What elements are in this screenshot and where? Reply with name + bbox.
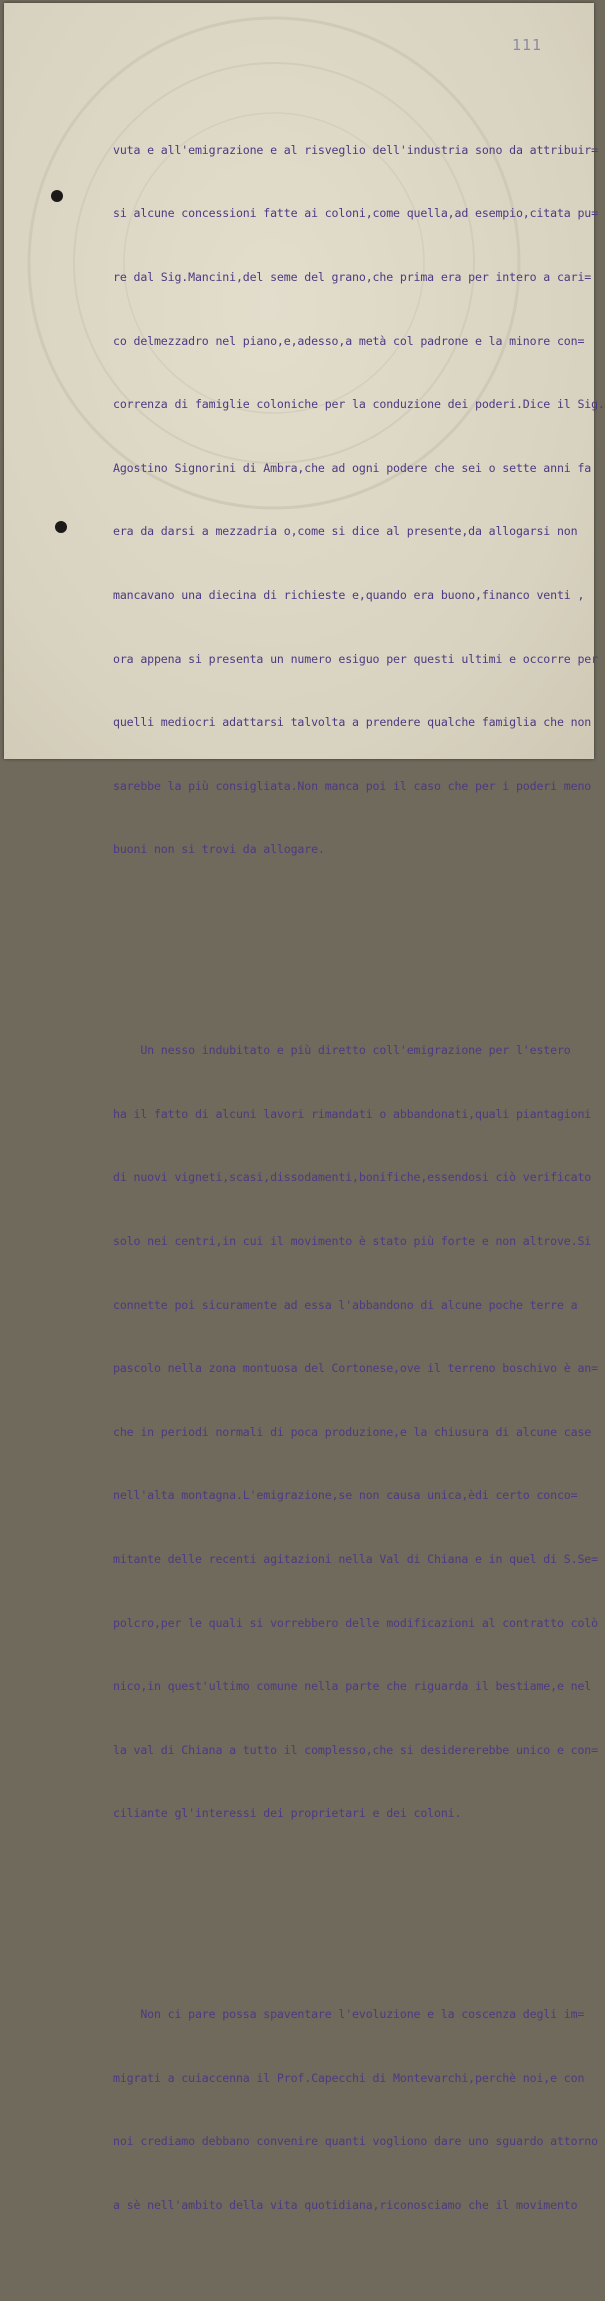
text-line: vuta e all'emigrazione e al risveglio dell'industria sono da attribuir= [113, 142, 598, 157]
text-line: nell'alta montagna.L'emigrazione,se non causa unica,èdi certo conco= [113, 1488, 578, 1503]
page-number: 111 [512, 36, 543, 54]
text-line: era da darsi a mezzadria o,come si dice al presente,da allogarsi non [113, 524, 578, 539]
text-line: quelli mediocri adattarsi talvolta a prendere qualche famiglia che non [113, 715, 592, 730]
text-line: nico,in quest'ultimo comune nella parte che riguarda il bestiame,e nel [113, 1679, 592, 1694]
text-line: pascolo nella zona montuosa del Cortonese,ove il terreno boschivo è an= [113, 1361, 598, 1376]
text-line: Un nesso indubitato e più diretto coll'emigrazione per l'estero [113, 1043, 571, 1058]
paragraph-3 [113, 1962, 598, 2259]
body-text [113, 55, 605, 2301]
text-line: correnza di famiglie coloniche per la conduzione dei poderi.Dice il Sig. [113, 397, 605, 412]
paragraph-1 [113, 97, 605, 903]
text-line: si alcune concessioni fatte ai coloni,come quella,ad esempio,citata pu= [113, 206, 598, 221]
punch-hole [51, 190, 63, 202]
text-line: ha il fatto di alcuni lavori rimandati o abbandonati,quali piantagioni [113, 1106, 592, 1121]
text-line: Agostino Signorini di Ambra,che ad ogni podere che sei o sette anni fa [113, 460, 592, 475]
text-line: polcro,per le quali si vorrebbero delle modificazioni al contratto colò [113, 1615, 598, 1630]
text-line: migrati a cuiaccenna il Prof.Capecchi di Montevarchi,perchè noi,e con [113, 2070, 585, 2085]
text-line: connette poi sicuramente ad essa l'abbandono di alcune poche terre a [113, 1297, 578, 1312]
text-line: che in periodi normali di poca produzione,e la chiusura di alcune case [113, 1424, 592, 1439]
punch-hole [55, 521, 67, 533]
text-line: re dal Sig.Mancini,del seme del grano,che prima era per intero a cari= [113, 270, 592, 284]
text-line: di nuovi vigneti,scasi,dissodamenti,bonifiche,essendosi ciò verificato [113, 1170, 592, 1185]
text-line: Non ci pare possa spaventare l'evoluzione e la coscenza degli im= [113, 2007, 585, 2022]
text-line: ciliante gl'interessi dei proprietari e dei coloni. [113, 1806, 462, 1821]
text-line: solo nei centri,in cui il movimento è stato più forte e non altrove.Si [113, 1233, 592, 1248]
text-line: buoni non si trovi da allogare. [113, 842, 325, 857]
document-page [4, 3, 605, 2212]
text-line: sarebbe la più consigliata.Non manca poi il caso che per i poderi meno [113, 778, 592, 793]
text-line: co delmezzadro nel piano,e,adesso,a metà col padrone e la minore con= [113, 333, 585, 348]
text-line: mancavano una diecina di richieste e,quando era buono,financo venti , [113, 587, 585, 602]
text-line: noi crediamo debbano convenire quanti vogliono dare uno sguardo attorno [113, 2134, 598, 2149]
text-line: la val di Chiana a tutto il complesso,che si desidererebbe unico e con= [113, 1742, 598, 1757]
paragraph-2 [113, 998, 598, 1867]
text-line: mitante delle recenti agitazioni nella Val di Chiana e in quel di S.Se= [113, 1551, 598, 1566]
text-line: a sè nell'ambito della vita quotidiana,riconosciamo che il movimento [113, 2197, 578, 2212]
text-line: ora appena si presenta un numero esiguo per questi ultimi e occorre per [113, 651, 598, 666]
